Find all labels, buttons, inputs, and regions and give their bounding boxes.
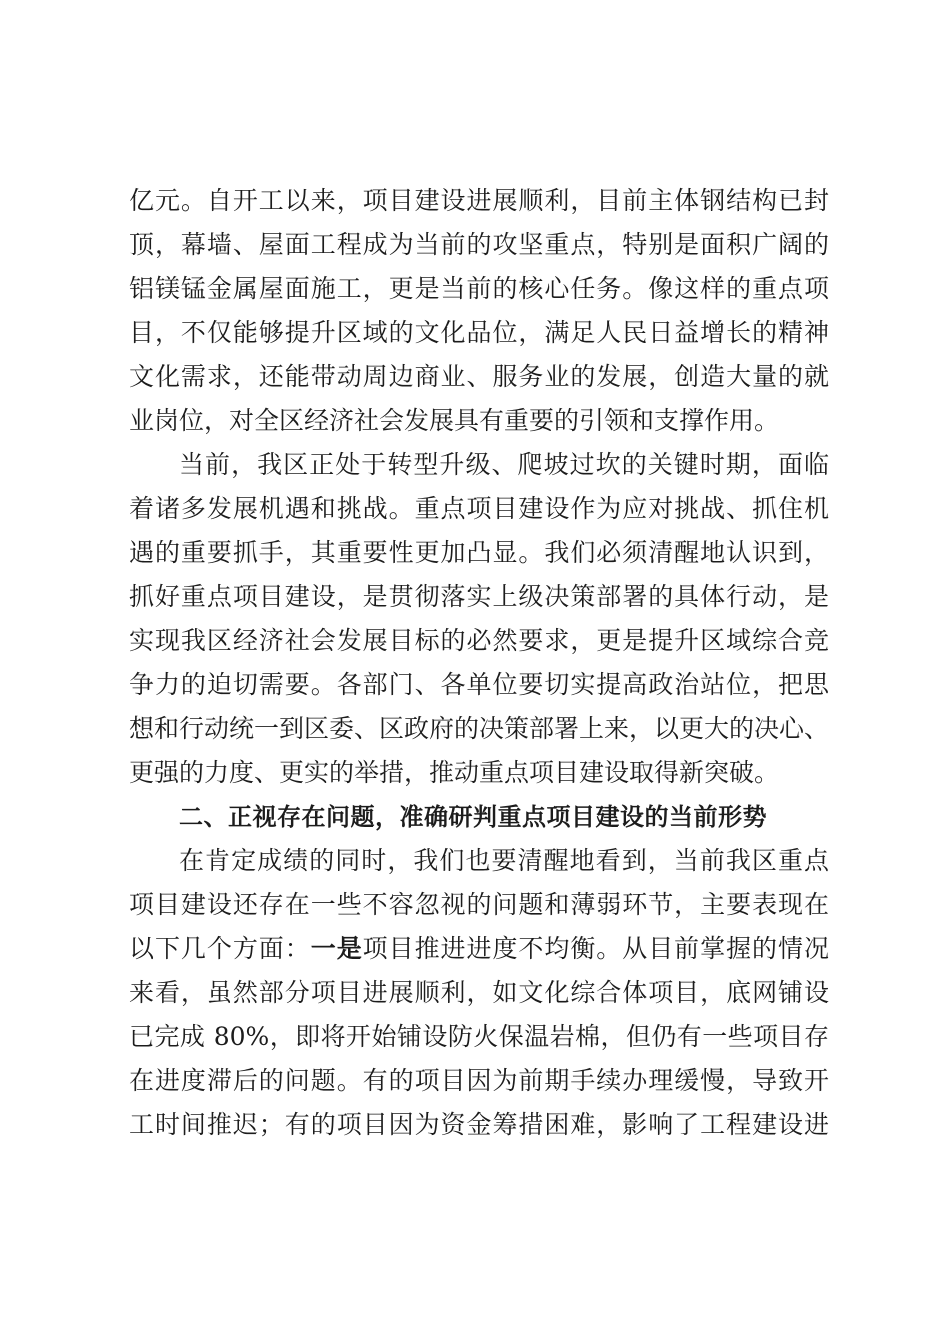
body-text-line: 在进度滞后的问题。有的项目因为前期手续办理缓慢，导致开 [129,1066,829,1095]
body-text-line: 项目建设还存在一些不容忽视的问题和薄弱环节，主要表现在 [129,890,829,919]
body-text-line: 当前，我区正处于转型升级、爬坡过坎的关键时期，面临 [179,450,829,479]
body-text-line: 在肯定成绩的同时，我们也要清醒地看到，当前我区重点 [179,846,829,875]
body-text-line: 更强的力度、更实的举措，推动重点项目建设取得新突破。 [129,758,780,787]
body-text-line [129,927,829,971]
body-text-line: 业岗位，对全区经济社会发展具有重要的引领和支撑作用。 [129,406,780,435]
body-text-line: 亿元。自开工以来，项目建设进展顺利，目前主体钢结构已封 [129,186,829,215]
body-text-line: 已完成 80%，即将开始铺设防火保温岩棉，但仍有一些项目存 [129,1022,829,1051]
body-text-line: 顶，幕墙、屋面工程成为当前的攻坚重点，特别是面积广阔的 [129,230,829,259]
body-text-line: 铝镁锰金属屋面施工，更是当前的核心任务。像这样的重点项 [129,274,829,303]
body-text-line: 想和行动统一到区委、区政府的决策部署上来，以更大的决心、 [129,714,830,743]
text-segment: 项目推进进度不均衡。从目前掌握的情况 [362,934,829,963]
body-text-line: 实现我区经济社会发展目标的必然要求，更是提升区域综合竞 [129,626,829,655]
section-heading: 二、正视存在问题，准确研判重点项目建设的当前形势 [179,803,767,831]
body-text-line: 争力的迫切需要。各部门、各单位要切实提高政治站位，把思 [129,670,829,699]
emphasis-text: 一是 [310,934,363,963]
body-text-line: 文化需求，还能带动周边商业、服务业的发展，创造大量的就 [129,362,829,391]
body-text-line: 着诸多发展机遇和挑战。重点项目建设作为应对挑战、抓住机 [129,494,829,523]
body-text-line: 遇的重要抓手，其重要性更加凸显。我们必须清醒地认识到， [129,538,829,567]
body-text-line: 目，不仅能够提升区域的文化品位，满足人民日益增长的精神 [129,318,829,347]
text-segment: 以下几个方面： [129,934,311,963]
body-text-line: 工时间推迟；有的项目因为资金筹措困难，影响了工程建设进 [129,1110,829,1139]
body-text-line: 来看，虽然部分项目进展顺利，如文化综合体项目，底网铺设 [129,978,829,1007]
body-text-line: 抓好重点项目建设，是贯彻落实上级决策部署的具体行动，是 [129,582,829,611]
